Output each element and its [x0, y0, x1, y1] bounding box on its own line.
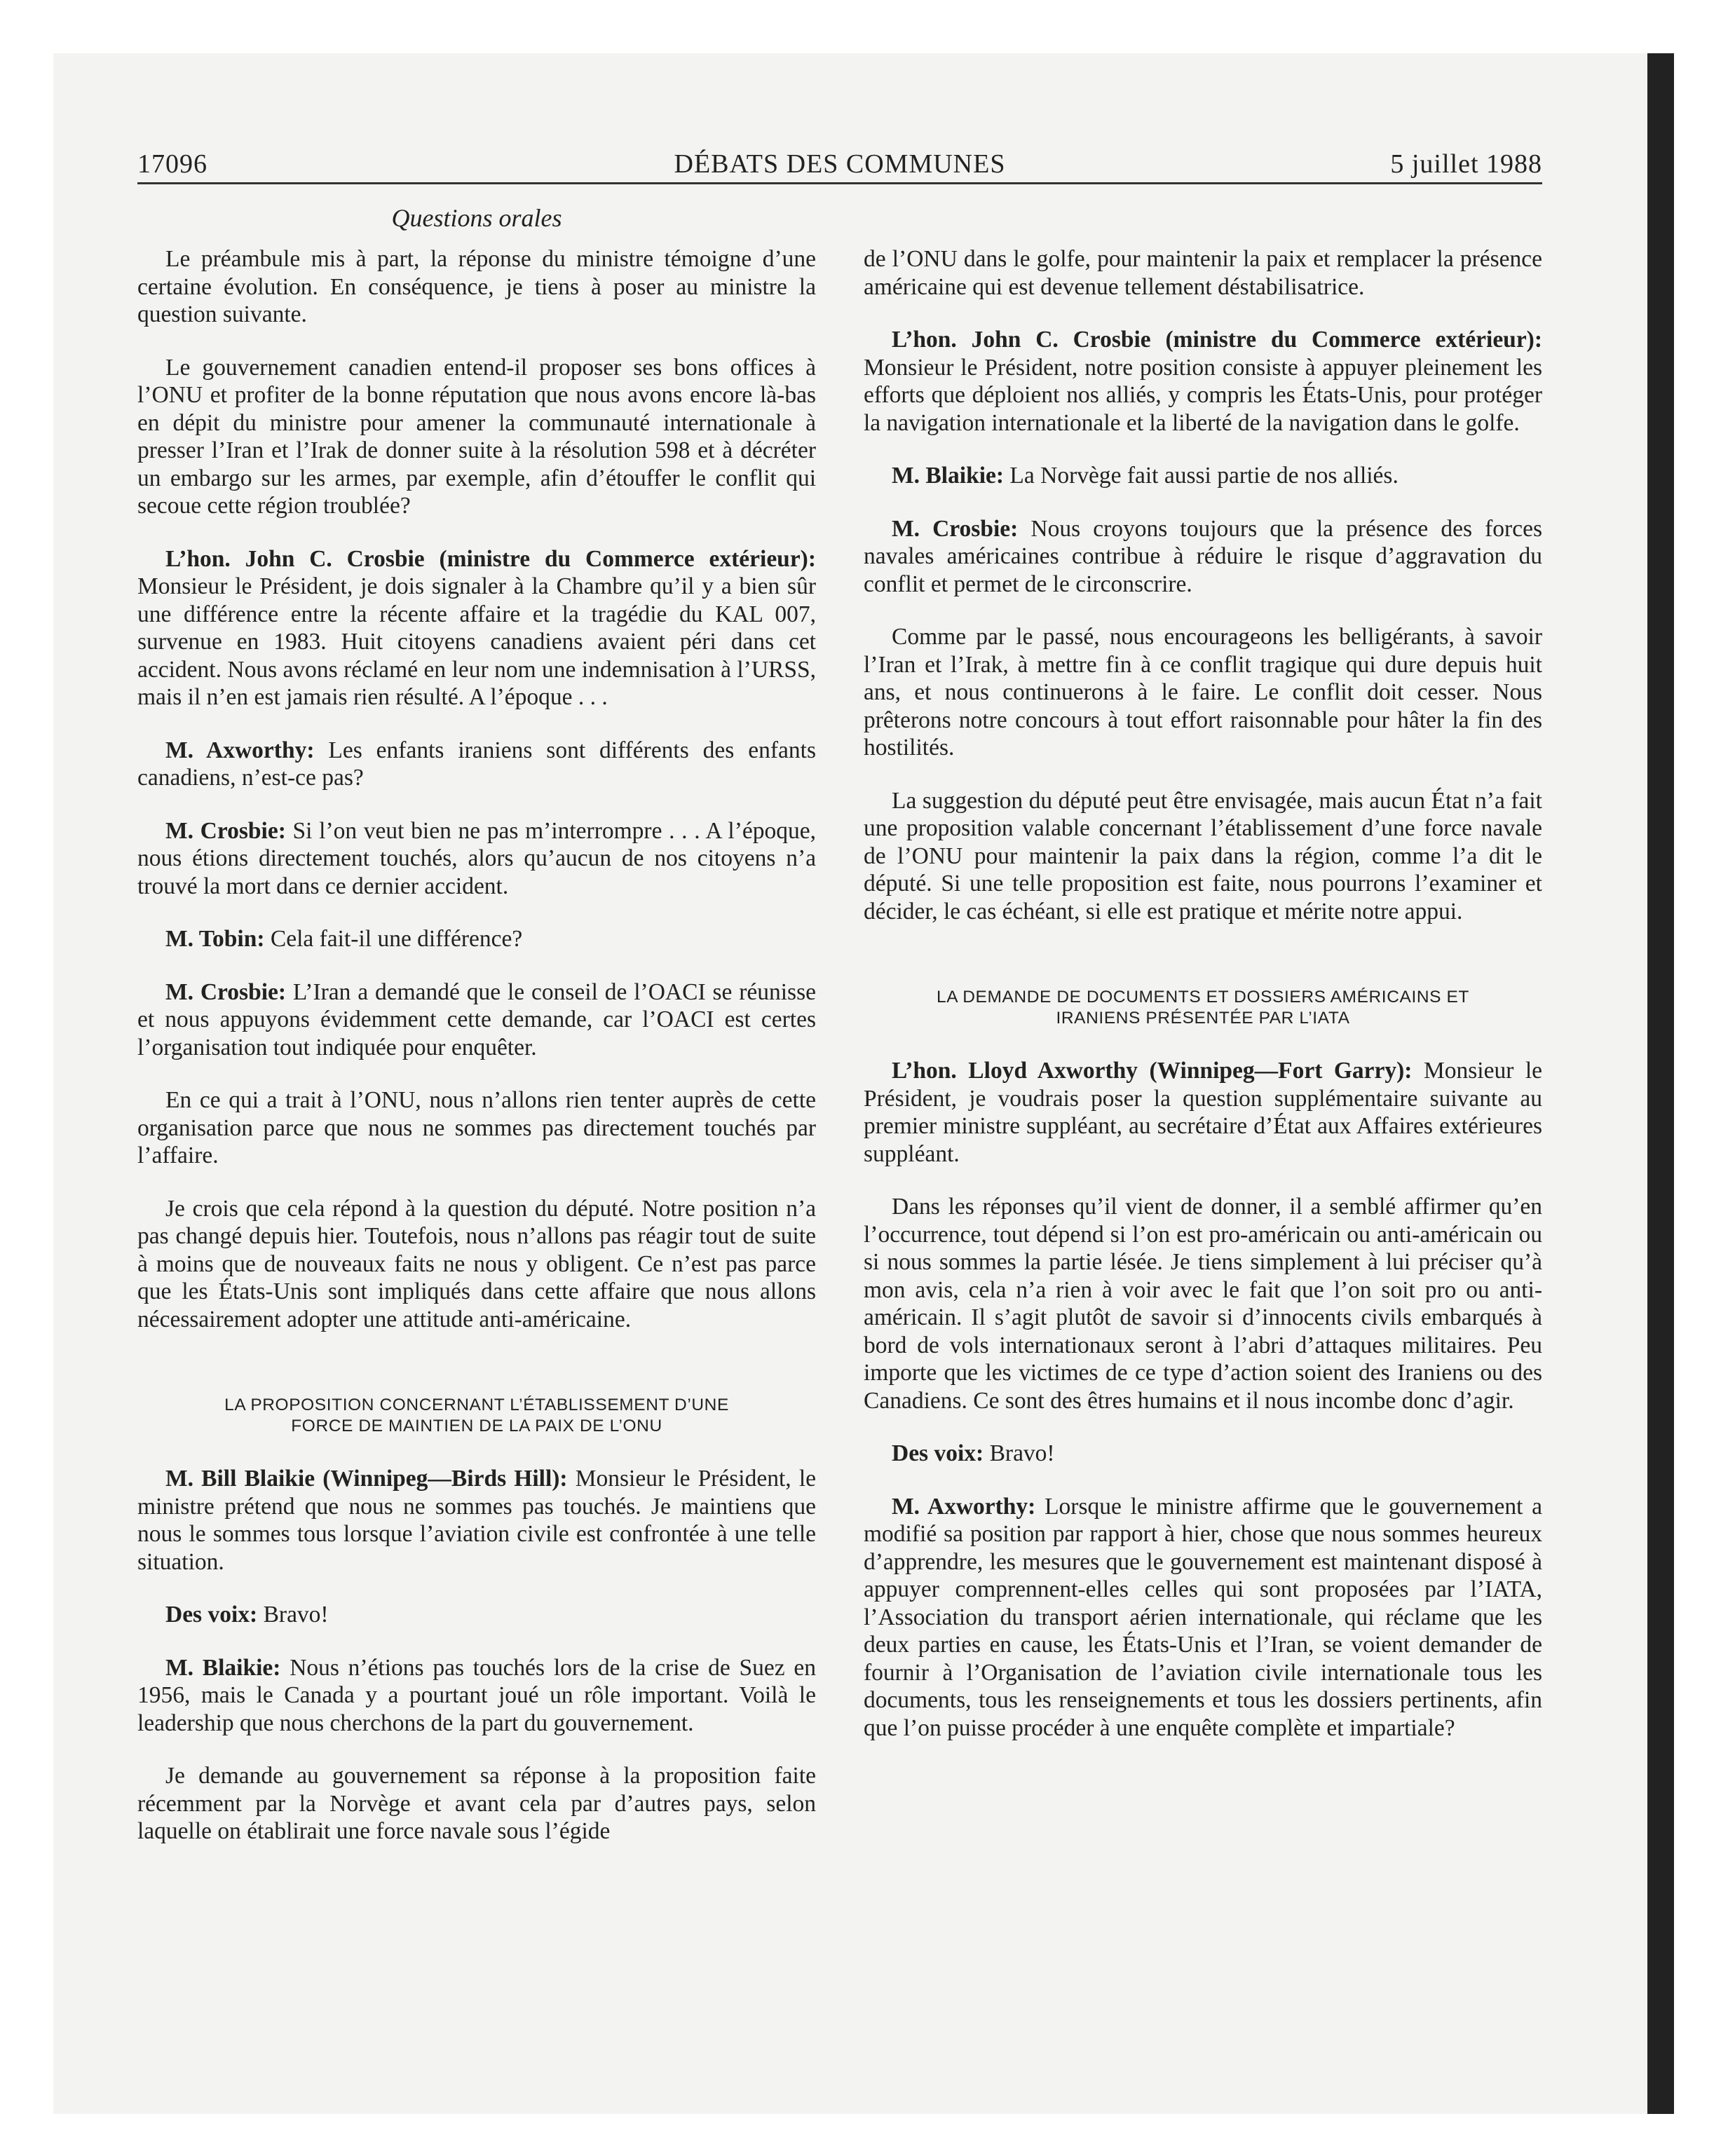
paragraph-text: Les enfants iraniens sont différents des enfants canadiens, n’est-ce pas?: [137, 737, 816, 791]
paragraph: [864, 1440, 1542, 1468]
paragraph: [864, 623, 1542, 762]
page-number: 17096: [137, 149, 207, 179]
page-header: [137, 149, 1542, 185]
paragraph: [137, 1601, 816, 1629]
section-heading: [137, 1395, 816, 1437]
paragraph-text: Cela fait-il une différence?: [270, 926, 523, 952]
paragraph: [137, 354, 816, 520]
scan-edge: [1647, 53, 1674, 2114]
paragraph: [137, 1086, 816, 1170]
page-subheading: Questions orales: [391, 204, 562, 232]
paragraph: [864, 787, 1542, 926]
paragraph: [137, 737, 816, 792]
speaker-name: Des voix:: [165, 1602, 258, 1628]
publication-title: DÉBATS DES COMMUNES: [674, 149, 1006, 179]
paragraph-text: Dans les réponses qu’il vient de donner, il a semblé affirmer qu’en l’occurrence, tout dépend si l’on est pro-américain ou anti-américain ou si nous sommes la partie lésée. Je tiens simplement à lui préciser qu’à mon avis, cela n’a rien à voir avec le fait que l’on soit pro ou anti-américain. Il s’agit plutôt de savoir si d’innocents civils embarqués à bord de vols internationaux seront à l’abri d’attaques militaires. Peu importe que les victimes de ce type d’action soient des Iraniens ou des Canadiens. Ce sont des êtres humains et il nous incombe donc d’agir.: [864, 1194, 1542, 1414]
speaker-name: M. Crosbie:: [165, 978, 287, 1005]
paragraph: [864, 515, 1542, 599]
speaker-name: M. Bill Blaikie (Winnipeg—Birds Hill):: [165, 1466, 568, 1492]
paragraph-text: Je demande au gouvernement sa réponse à la proposition faite récemment par la Norvège et avant cela par d’autres pays, selon laquelle on établirait une force navale sous l’égide: [137, 1763, 816, 1844]
paragraph-text: Bravo!: [989, 1440, 1055, 1466]
speaker-name: M. Blaikie:: [165, 1654, 281, 1681]
paragraph-text: Le préambule mis à part, la réponse du ministre témoigne d’une certaine évolution. En conséquence, je tiens à poser au ministre la question suivante.: [137, 246, 816, 327]
paragraph: [137, 1654, 816, 1738]
paragraph: [137, 817, 816, 901]
paragraph-text: Le gouvernement canadien entend-il proposer ses bons offices à l’ONU et profiter de la bonne réputation que nous avons encore là-bas en dépit du ministre pour amener la communauté internationale à presser l’Iran et l’Irak de donner suite à la résolution 598 et à décréter un embargo sur les armes, par exemple, afin d’étouffer le conflit qui secoue cette région troublée?: [137, 354, 816, 519]
speaker-name: M. Crosbie:: [165, 817, 286, 844]
paragraph-text: En ce qui a trait à l’ONU, nous n’allons rien tenter auprès de cette organisation parce que nous ne sommes pas directement touchés par l’affaire.: [137, 1087, 816, 1168]
speaker-name: Des voix:: [892, 1440, 984, 1466]
paragraph-text: Comme par le passé, nous encourageons les belligérants, à savoir l’Iran et l’Irak, à mettre fin à ce conflit tragique qui dure depuis huit ans, et nous continuerons à le faire. Le conflit doit cesser. Nous prêterons notre concours à tout effort raisonnable pour hâter la fin des hostilités.: [864, 624, 1542, 760]
paragraph-text: La suggestion du député peut être envisagée, mais aucun État n’a fait une proposition valable concernant l’établissement d’une force navale de l’ONU pour maintenir la paix dans la région, comme l’a dit le député. Si une telle proposition est faite, nous pourrons l’examiner et décider, le cas échéant, si elle est pratique et mérite notre appui.: [864, 787, 1542, 925]
paragraph: [864, 462, 1542, 490]
paragraph: [864, 1493, 1542, 1742]
paragraph: [864, 245, 1542, 301]
paragraph-text: Si l’on veut bien ne pas m’interrompre . . . A l’époque, nous étions directement touchés, alors qu’aucun de nos citoyens n’a trouvé la mort dans ce dernier accident.: [137, 817, 816, 899]
section-heading-line: IRANIENS PRÉSENTÉE PAR L’IATA: [1056, 1009, 1350, 1028]
speaker-name: M. Blaikie:: [892, 463, 1005, 489]
section-heading-line: LA DEMANDE DE DOCUMENTS ET DOSSIERS AMÉRICAINS ET: [937, 988, 1469, 1007]
publication-date: 5 juillet 1988: [1390, 149, 1542, 179]
paragraph-text: La Norvège fait aussi partie de nos alliés.: [1009, 463, 1399, 489]
speaker-name: L’hon. Lloyd Axworthy (Winnipeg—Fort Garry):: [892, 1058, 1413, 1084]
paragraph: [137, 1762, 816, 1845]
paragraph: [137, 1465, 816, 1576]
paragraph: [864, 1057, 1542, 1168]
paragraph-text: Je crois que cela répond à la question du député. Notre position n’a pas changé depuis hier. Toutefois, nous n’allons pas réagir tout de suite à moins que de nouveaux faits ne nous y obligent. Ce n’est pas parce que les États-Unis sont impliqués dans cette affaire que nous allons nécessairement adopter une attitude anti-américaine.: [137, 1195, 816, 1332]
paragraph-text: Bravo!: [263, 1602, 329, 1628]
section-heading-line: LA PROPOSITION CONCERNANT L’ÉTABLISSEMENT D’UNE: [224, 1396, 729, 1414]
right-column: [864, 245, 1542, 1767]
paragraph-text: Lorsque le ministre affirme que le gouvernement a modifié sa position par rapport à hier, chose que nous sommes heureux d’apprendre, les mesures que le gouvernement est maintenant disposé à appuyer comprennent-elles celles qui sont proposées par l’IATA, l’Association du transport aérien internationale, qui réclame que les deux parties en cause, les États-Unis et l’Iran, se voient demander de fournir à l’Organisation de l’aviation civile internationale tous les documents, tous les renseignements et tous les dossiers pertinents, afin que l’on puisse procéder à une enquête complète et impartiale?: [864, 1493, 1543, 1741]
paragraph: [137, 545, 816, 711]
paragraph-text: de l’ONU dans le golfe, pour maintenir la paix et remplacer la présence américaine qui est devenue tellement déstabilisatrice.: [864, 246, 1542, 300]
speaker-name: M. Axworthy:: [165, 737, 315, 763]
speaker-name: M. Tobin:: [165, 926, 265, 952]
paragraph: [137, 1195, 816, 1334]
speaker-name: M. Crosbie:: [892, 515, 1019, 542]
paragraph: [137, 925, 816, 953]
header-rule: [137, 182, 1542, 184]
paragraph-text: Nous n’étions pas touchés lors de la crise de Suez en 1956, mais le Canada y a pourtant joué un rôle important. Voilà le leadership que nous cherchons de la part du gouvernement.: [137, 1654, 816, 1736]
paragraph-text: Monsieur le Président, notre position consiste à appuyer pleinement les efforts que déploient nos alliés, y compris les États-Unis, pour protéger la navigation internationale et la liberté de la navigation dans le golfe.: [864, 354, 1542, 436]
paragraph: [137, 978, 816, 1062]
paragraph: [137, 245, 816, 329]
paragraph: [864, 1193, 1542, 1414]
section-heading-line: FORCE DE MAINTIEN DE LA PAIX DE L’ONU: [291, 1417, 662, 1435]
left-column: [137, 245, 816, 1871]
paragraph-text: Monsieur le Président, je voudrais poser la question supplémentaire suivante au premier ministre suppléant, au secrétaire d’État aux Affaires extérieures suppléant.: [864, 1058, 1543, 1167]
paragraph-text: Monsieur le Président, je dois signaler à la Chambre qu’il y a bien sûr une différence entre la récente affaire et la tragédie du KAL 007, survenue en 1983. Huit citoyens canadiens avaient péri dans cet accident. Nous avons réclamé en leur nom une indemnisation à l’URSS, mais il n’en est jamais rien résulté. A l’époque . . .: [137, 573, 816, 710]
paragraph-text: L’Iran a demandé que le conseil de l’OACI se réunisse et nous appuyons évidemment cette demande, car l’OACI est certes l’organisation tout indiquée pour enquêter.: [137, 978, 816, 1060]
speaker-name: L’hon. John C. Crosbie (ministre du Commerce extérieur):: [165, 545, 816, 572]
speaker-name: M. Axworthy:: [892, 1493, 1036, 1520]
paragraph: [864, 326, 1542, 437]
speaker-name: L’hon. John C. Crosbie (ministre du Commerce extérieur):: [892, 327, 1542, 353]
paragraph-text: Monsieur le Président, le ministre prétend que nous ne sommes pas touchés. Je maintiens que nous le sommes tous lorsque l’aviation civile est confrontée à une telle situation.: [137, 1466, 816, 1575]
paragraph-text: Nous croyons toujours que la présence des forces navales américaines contribue à réduire le risque d’aggravation du conflit et permet de le circonscrire.: [864, 515, 1542, 597]
section-heading: [864, 987, 1542, 1029]
